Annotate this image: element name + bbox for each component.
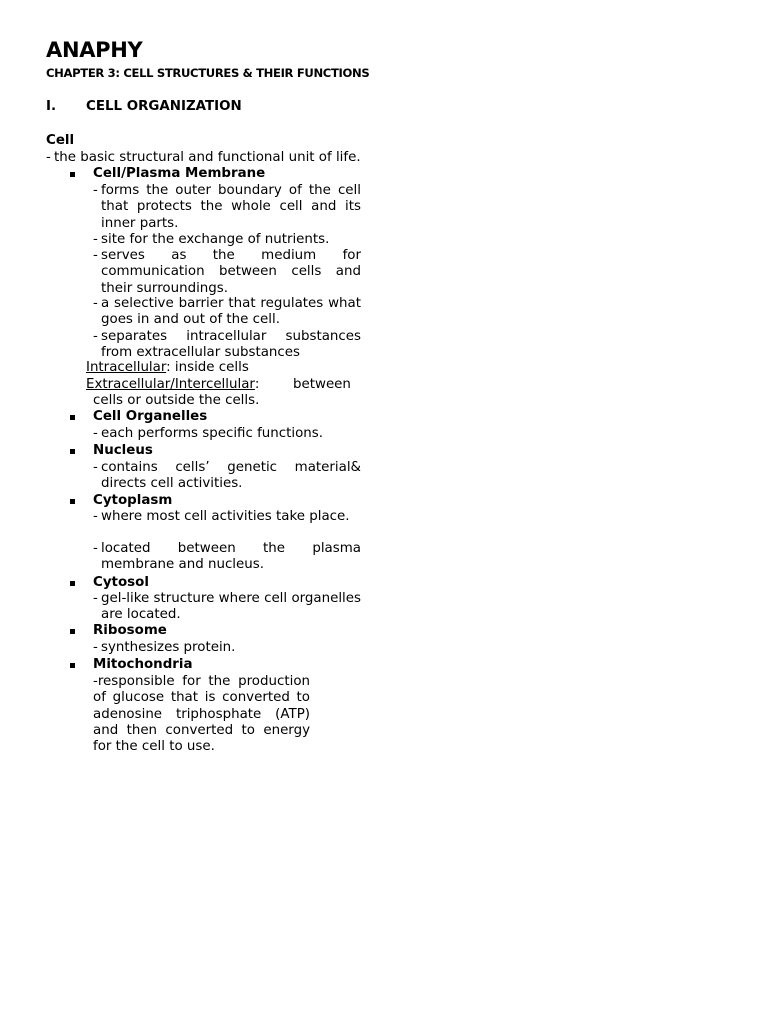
list-item: serves as the medium for communication between cells and their surroundings. <box>101 248 361 296</box>
chapter-title: CHAPTER 3: CELL STRUCTURES & THEIR FUNCTIONS <box>46 66 370 80</box>
item-title-mitochondria: Mitochondria <box>93 657 193 672</box>
dash-marker: - <box>93 674 98 689</box>
square-bullet-icon <box>70 499 75 504</box>
term-description: : between <box>254 377 351 392</box>
section-number: I. <box>46 99 57 114</box>
list-item: forms the outer boundary of the cell that protects the whole cell and its inner parts. <box>101 183 361 231</box>
list-item: where most cell activities take place. <box>101 509 350 524</box>
term-label: Extracellular/Intercellular <box>86 377 255 392</box>
item-title-cytosol: Cytosol <box>93 575 149 590</box>
square-bullet-icon <box>70 629 75 634</box>
square-bullet-icon <box>70 663 75 668</box>
cell-heading: Cell <box>46 133 75 148</box>
dash-marker: - <box>93 296 98 311</box>
document-title: ANAPHY <box>46 38 143 62</box>
dash-marker: - <box>46 150 51 165</box>
term-label: Intracellular <box>86 360 167 375</box>
list-item: a selective barrier that regulates what goes in and out of the cell. <box>101 296 361 328</box>
square-bullet-icon <box>70 581 75 586</box>
list-item <box>93 674 310 755</box>
item-title-plasma-membrane: Cell/Plasma Membrane <box>93 166 266 181</box>
list-item: synthesizes protein. <box>101 640 236 655</box>
dash-marker: - <box>93 248 98 263</box>
item-title-nucleus: Nucleus <box>93 443 153 458</box>
dash-marker: - <box>93 640 98 655</box>
dash-marker: - <box>93 591 98 606</box>
term-extracellular <box>86 377 351 392</box>
dash-marker: - <box>93 426 98 441</box>
list-item: separates intracellular substances from extracellular substances <box>101 329 361 361</box>
dash-marker: - <box>93 232 98 247</box>
dash-marker: - <box>93 329 98 344</box>
square-bullet-icon <box>70 449 75 454</box>
square-bullet-icon <box>70 415 75 420</box>
list-item: each performs specific functions. <box>101 426 324 441</box>
list-item-text: responsible for the production of glucose that is converted to adenosine triphosphate (ATP) and then converted to energy for the cell to use. <box>93 674 310 755</box>
item-title-cytoplasm: Cytoplasm <box>93 493 173 508</box>
item-title-organelles: Cell Organelles <box>93 409 208 424</box>
list-item: contains cells’ genetic material& directs cell activities. <box>101 460 361 492</box>
list-item: located between the plasma membrane and nucleus. <box>101 541 361 573</box>
list-item: gel-like structure where cell organelles are located. <box>101 591 361 623</box>
term-intracellular <box>86 360 249 375</box>
cell-definition: the basic structural and functional unit of life. <box>54 150 361 165</box>
item-title-ribosome: Ribosome <box>93 623 167 638</box>
dash-marker: - <box>93 460 98 475</box>
dash-marker: - <box>93 183 98 198</box>
term-description-cont: cells or outside the cells. <box>93 393 260 408</box>
dash-marker: - <box>93 541 98 556</box>
square-bullet-icon <box>70 172 75 177</box>
term-description: : inside cells <box>166 360 249 375</box>
section-heading: CELL ORGANIZATION <box>86 99 242 114</box>
list-item: site for the exchange of nutrients. <box>101 232 330 247</box>
dash-marker: - <box>93 509 98 524</box>
